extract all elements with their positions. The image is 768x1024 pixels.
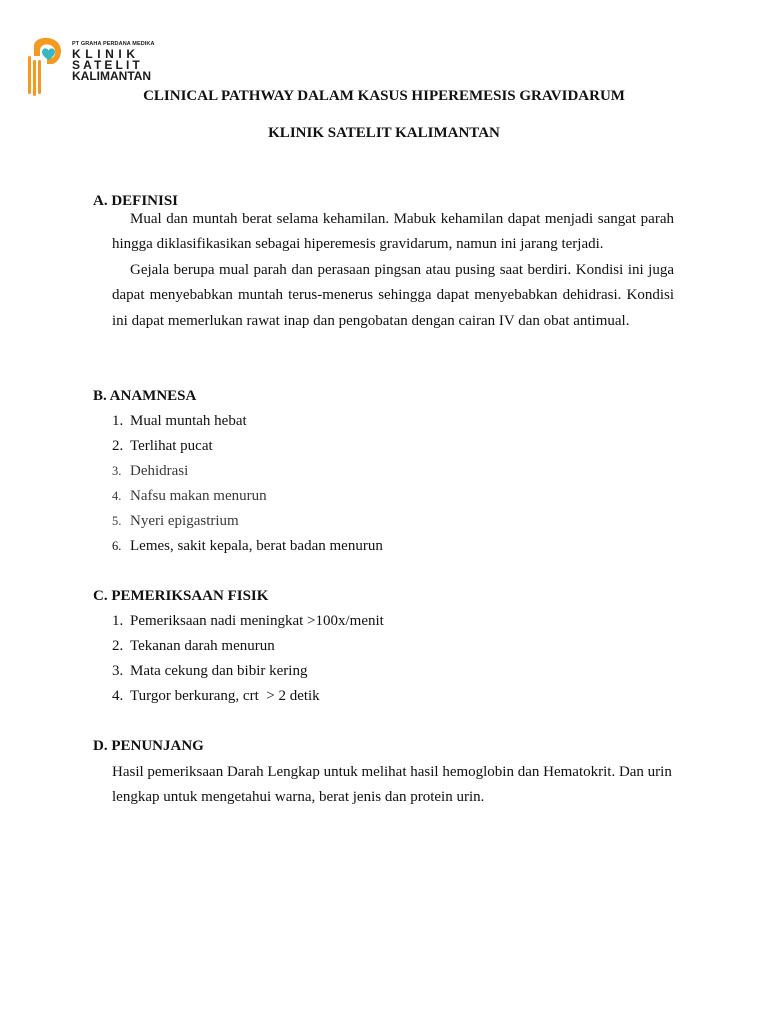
list-item-text: Lemes, sakit kepala, berat badan menurun [130,538,383,554]
anamnesa-list [112,409,383,559]
section-heading-definisi: A. DEFINISI [93,193,179,209]
definisi-paragraph-1: Mual dan muntah berat selama kehamilan. Mabuk kehamilan dapat menjadi sangat parah hingga diklasifikasikan sebagai hiperemesis gravidarum, namun ini jarang terjadi. [112,211,674,253]
list-item-text: Terlihat pucat [130,438,213,454]
list-item [112,609,384,634]
list-item-number: 1. [112,613,124,629]
list-item-number: 3. [112,464,122,478]
list-item [112,484,383,509]
list-item [112,684,384,709]
section-heading-pemeriksaan-fisik: C. PEMERIKSAAN FISIK [93,588,269,604]
list-item-number: 4. [112,688,124,704]
list-item-text: Mata cekung dan bibir kering [130,663,308,679]
list-item-number: 2. [112,438,124,454]
list-item-text: Turgor berkurang, crt > 2 detik [130,688,320,704]
list-item-number: 6. [112,539,122,553]
logo-line-kalimantan: KALIMANTAN [72,69,152,83]
list-item [112,534,383,559]
section-heading-penunjang: D. PENUNJANG [93,738,204,754]
list-item-text: Dehidrasi [130,463,189,479]
logo-line-satelit: SATELIT [72,58,143,72]
list-item-number: 2. [112,638,124,654]
list-item-number: 5. [112,514,122,528]
list-item-number: 4. [112,489,122,503]
list-item-number: 3. [112,663,124,679]
document-title: CLINICAL PATHWAY DALAM KASUS HIPEREMESIS GRAVIDARUM [143,88,625,104]
logo-line-klinik: KLINIK [72,47,140,61]
list-item-text: Mual muntah hebat [130,413,247,429]
list-item-number: 1. [112,413,124,429]
definisi-paragraph-2: Gejala berupa mual parah dan perasaan pingsan atau pusing saat berdiri. Kondisi ini juga dapat menyebabkan muntah terus-menerus sehingga dapat menyebabkan dehidrasi. Kondisi ini dapat memerlukan rawat inap dan pengobatan dengan cairan IV dan obat antimual. [112,262,674,329]
list-item [112,434,383,459]
section-heading-anamnesa: B. ANAMNESA [93,388,197,404]
list-item-text: Nyeri epigastrium [130,513,239,529]
list-item-text: Nafsu makan menurun [130,488,267,504]
list-item [112,459,383,484]
list-item [112,509,383,534]
list-item-text: Pemeriksaan nadi meningkat >100x/menit [130,613,384,629]
document-subtitle: KLINIK SATELIT KALIMANTAN [268,125,500,141]
clinic-logo-text [72,41,155,82]
list-item-text: Tekanan darah menurun [130,638,275,654]
logo-company-name: PT GRAHA PERDANA MEDIKA [72,41,155,47]
list-item [112,634,384,659]
list-item [112,659,384,684]
list-item [112,409,383,434]
pemeriksaan-fisik-list [112,609,384,709]
penunjang-paragraph: Hasil pemeriksaan Darah Lengkap untuk melihat hasil hemoglobin dan Hematokrit. Dan urin lengkap untuk mengetahui warna, berat jenis dan protein urin. [112,764,672,806]
